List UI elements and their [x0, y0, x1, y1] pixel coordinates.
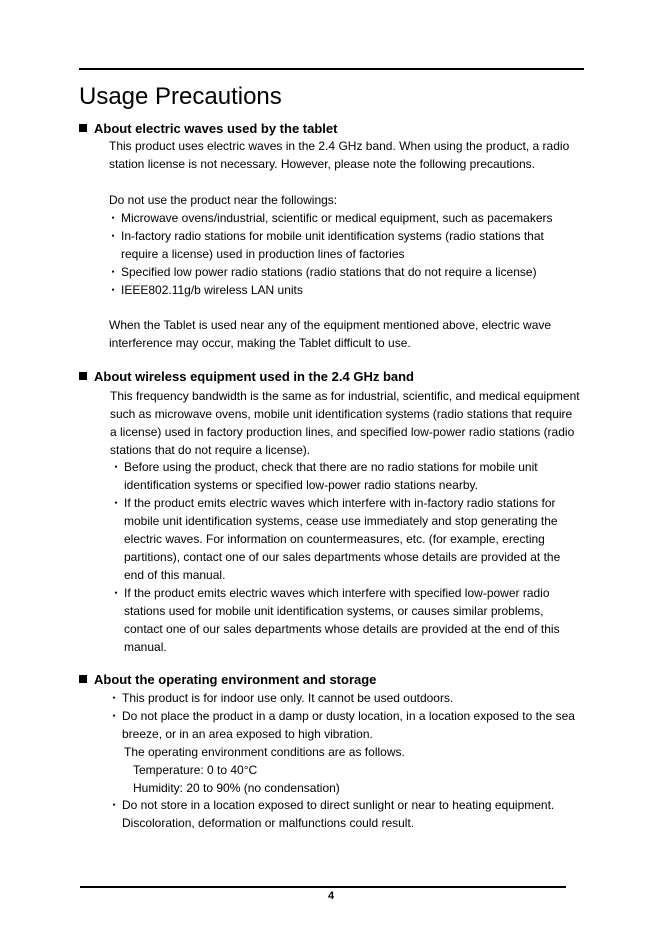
list-item: ・ IEEE802.11g/b wireless LAN units: [107, 283, 303, 297]
bullet-dot-icon: ・: [108, 691, 121, 705]
bullet-dot-icon: ・: [108, 798, 121, 812]
list-item: ・ This product is for indoor use only. It cannot be used outdoors.: [108, 691, 454, 705]
section-heading-text: About wireless equipment used in the 2.4 GHz band: [94, 369, 414, 384]
list-item: ・ If the product emits electric waves which interfere with specified low-power radio stations used for mobile unit identification systems, or causes similar problems, contact one of our sales departments whose details are provided at the end of this manual.: [110, 586, 560, 654]
list-item: ・ In-factory radio stations for mobile unit identification systems (radio stations that require a license) used in production lines of factories: [107, 229, 544, 261]
list-item: ・ Specified low power radio stations (radio stations that do not require a license): [107, 265, 537, 279]
bottom-rule: [80, 886, 566, 888]
page-title: Usage Precautions: [79, 83, 282, 110]
square-bullet-icon: [79, 675, 87, 683]
square-bullet-icon: [79, 372, 87, 380]
section-heading-electric-waves: [79, 120, 337, 138]
bullet-dot-icon: ・: [107, 283, 120, 297]
bullet-dot-icon: ・: [107, 229, 120, 243]
page-number: 4: [327, 890, 335, 902]
list-item: ・ Do not place the product in a damp or dusty location, in a location exposed to the sea breeze, or in an area exposed to high vibration.: [108, 709, 575, 741]
top-rule: [79, 68, 584, 70]
bullet-dot-icon: ・: [110, 586, 123, 600]
section-intro: This product uses electric waves in the 2.4 GHz band. When using the product, a radio station license is not necessary. However, please note the following precautions.: [109, 139, 570, 171]
temperature-condition: Temperature: 0 to 40°C: [133, 763, 258, 777]
conditions-lead: The operating environment conditions are as follows.: [124, 745, 405, 759]
section-heading-text: About the operating environment and storage: [94, 672, 377, 687]
section-heading-wireless-equipment: [79, 368, 414, 386]
list-item: ・ Microwave ovens/industrial, scientific or medical equipment, such as pacemakers: [107, 211, 553, 225]
list-item: ・ If the product emits electric waves which interfere with in-factory radio stations for mobile unit identification systems, cease use immediately and stop generating the electric waves. For information on countermeasures, etc. (for example, erecting partitions), contact one of our sales departments whose details are provided at the end of this manual.: [110, 496, 561, 582]
square-bullet-icon: [79, 124, 87, 132]
section-heading-text: About electric waves used by the tablet: [94, 121, 338, 136]
section-heading-operating-environment: [79, 671, 376, 689]
list-item: ・ Do not store in a location exposed to direct sunlight or near to heating equipment. Discoloration, deformation or malfunctions could result.: [108, 798, 555, 830]
list-item: ・ Before using the product, check that there are no radio stations for mobile unit identification systems or specified low-power radio stations nearby.: [110, 460, 538, 492]
humidity-condition: Humidity: 20 to 90% (no condensation): [133, 781, 340, 795]
bullet-dot-icon: ・: [107, 211, 120, 225]
bullet-dot-icon: ・: [107, 265, 120, 279]
section-intro: This frequency bandwidth is the same as for industrial, scientific, and medical equipment such as microwave ovens, mobile unit identification systems (radio stations that require a license) used in factory production lines, and specified low-power radio stations (radio stations that do not require a license).: [110, 389, 580, 457]
list-lead: Do not use the product near the followings:: [109, 193, 338, 207]
bullet-dot-icon: ・: [110, 460, 123, 474]
section-closing: When the Tablet is used near any of the equipment mentioned above, electric wave interference may occur, making the Tablet difficult to use.: [109, 318, 552, 350]
bullet-dot-icon: ・: [108, 709, 121, 723]
bullet-dot-icon: ・: [110, 496, 123, 510]
